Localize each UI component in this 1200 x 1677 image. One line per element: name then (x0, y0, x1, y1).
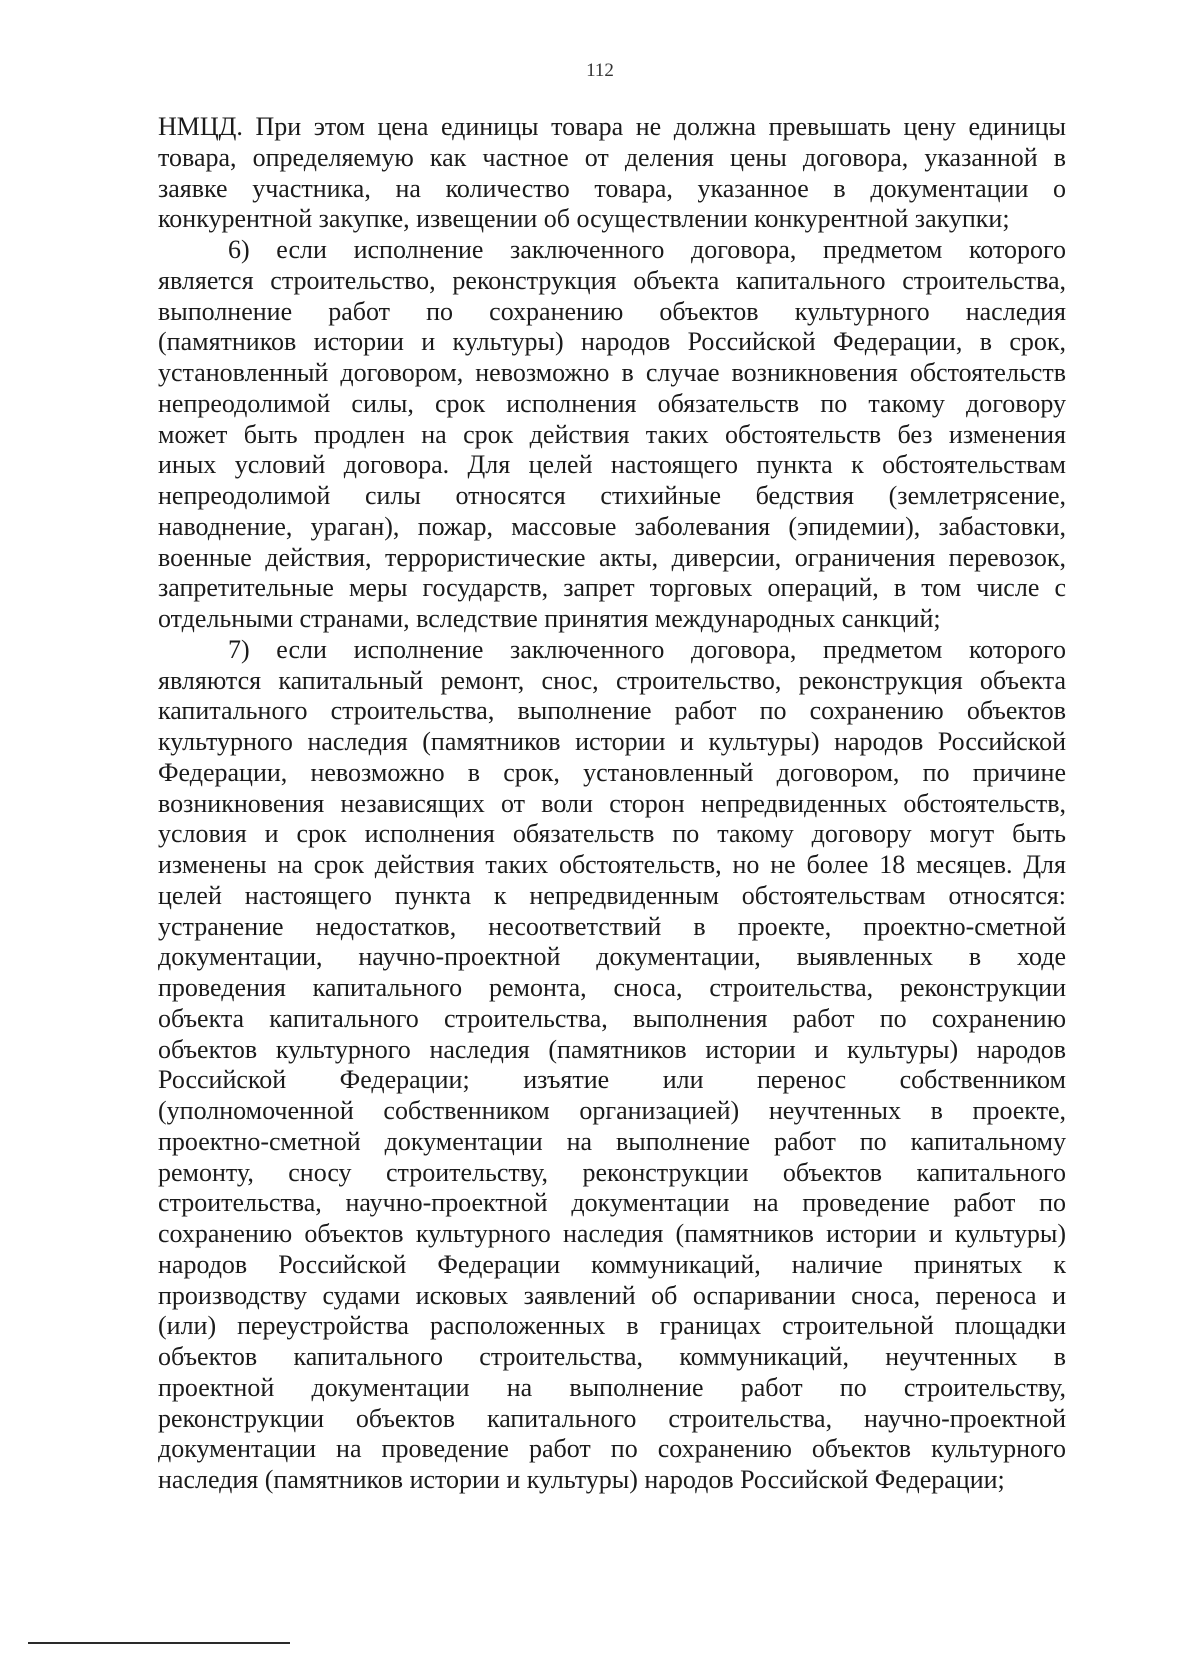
text-line: целей настоящего пункта к непредвиденным обстоятельствам относятся: (158, 880, 1066, 910)
text-line: установленный договором, невозможно в случае возникновения обстоятельств (158, 358, 1066, 387)
text-line: Федерации, невозможно в срок, установленный договором, по причине (158, 757, 1066, 787)
text-line: запретительные меры государств, запрет торговых операций, в том числе с (158, 573, 1066, 603)
text-line: НМЦД. При этом цена единицы товара не должна превышать цену единицы (158, 112, 1066, 141)
text-line: производству судами исковых заявлений об оспаривании сноса, переноса и (158, 1280, 1066, 1310)
text-line: являются капитальный ремонт, снос, строительство, реконструкция объекта (158, 665, 1066, 695)
text-line: возникновения независящих от воли сторон непредвиденных обстоятельств, (158, 788, 1066, 818)
text-line: товара, определяемую как частное от деления цены договора, указанной в (158, 142, 1066, 172)
text-line: конкурентной закупке, извещении об осуществлении конкурентной закупки; (158, 204, 1010, 234)
text-line: 6) если исполнение заключенного договора, предметом которого (228, 235, 1066, 264)
text-line: культурного наследия (памятников истории и культуры) народов Российской (158, 727, 1066, 756)
text-line: военные действия, террористические акты, диверсии, ограничения перевозок, (158, 542, 1066, 572)
text-line: иных условий договора. Для целей настоящего пункта к обстоятельствам (158, 450, 1066, 480)
text-line: объектов культурного наследия (памятников истории и культуры) народов (158, 1034, 1066, 1064)
text-line: проведения капитального ремонта, сноса, строительства, реконструкции (158, 973, 1066, 1002)
paragraph-continuation (158, 112, 1066, 235)
text-line: (памятников истории и культуры) народов Российской Федерации, в срок, (158, 327, 1066, 357)
text-line: капитального строительства, выполнение работ по сохранению объектов (158, 696, 1066, 726)
text-line: реконструкции объектов капитального строительства, научно-проектной (158, 1403, 1066, 1433)
document-body (158, 112, 1066, 1496)
text-line: (уполномоченной собственником организацией) неучтенных в проекте, (158, 1096, 1066, 1125)
text-line: непреодолимой силы относятся стихийные бедствия (землетрясение, (158, 481, 1066, 510)
text-line: документации на проведение работ по сохранению объектов культурного (158, 1434, 1066, 1464)
text-line: объекта капитального строительства, выполнения работ по сохранению (158, 1003, 1066, 1033)
text-line: сохранению объектов культурного наследия (памятников истории и культуры) (158, 1219, 1066, 1248)
text-line: (или) переустройства расположенных в границах строительной площадки (158, 1311, 1066, 1341)
page-number: 112 (586, 60, 614, 81)
footnote-separator (28, 1642, 290, 1644)
text-line: проектной документации на выполнение работ по строительству, (158, 1372, 1066, 1402)
paragraph-item-7 (158, 635, 1066, 1496)
text-line: проектно-сметной документации на выполнение работ по капитальному (158, 1126, 1066, 1156)
text-line: устранение недостатков, несоответствий в проекте, проектно-сметной (158, 911, 1066, 941)
text-line: ремонту, сносу строительству, реконструкции объектов капитального (158, 1157, 1066, 1187)
text-line: Российской Федерации; изъятие или перенос собственником (158, 1065, 1066, 1095)
text-line: строительства, научно-проектной документации на проведение работ по (158, 1188, 1066, 1218)
text-line: выполнение работ по сохранению объектов культурного наследия (158, 296, 1066, 326)
text-line: наследия (памятников истории и культуры) народов Российской Федерации; (158, 1465, 1005, 1494)
text-line: изменены на срок действия таких обстоятельств, но не более 18 месяцев. Для (158, 850, 1066, 879)
text-line: объектов капитального строительства, коммуникаций, неучтенных в (158, 1342, 1066, 1371)
text-line: условия и срок исполнения обязательств по такому договору могут быть (158, 819, 1066, 849)
paragraph-item-6 (158, 235, 1066, 635)
text-line: заявке участника, на количество товара, указанное в документации о (158, 173, 1066, 203)
text-line: народов Российской Федерации коммуникаций, наличие принятых к (158, 1249, 1066, 1279)
text-line: отдельными странами, вследствие принятия международных санкций; (158, 604, 941, 633)
text-line: 7) если исполнение заключенного договора, предметом которого (228, 634, 1066, 664)
text-line: непреодолимой силы, срок исполнения обязательств по такому договору (158, 388, 1066, 418)
text-line: наводнение, ураган), пожар, массовые заболевания (эпидемии), забастовки, (158, 511, 1066, 541)
text-line: документации, научно-проектной документации, выявленных в ходе (158, 942, 1066, 972)
text-line: является строительство, реконструкция объекта капитального строительства, (158, 265, 1066, 295)
text-line: может быть продлен на срок действия таких обстоятельств без изменения (158, 419, 1066, 449)
